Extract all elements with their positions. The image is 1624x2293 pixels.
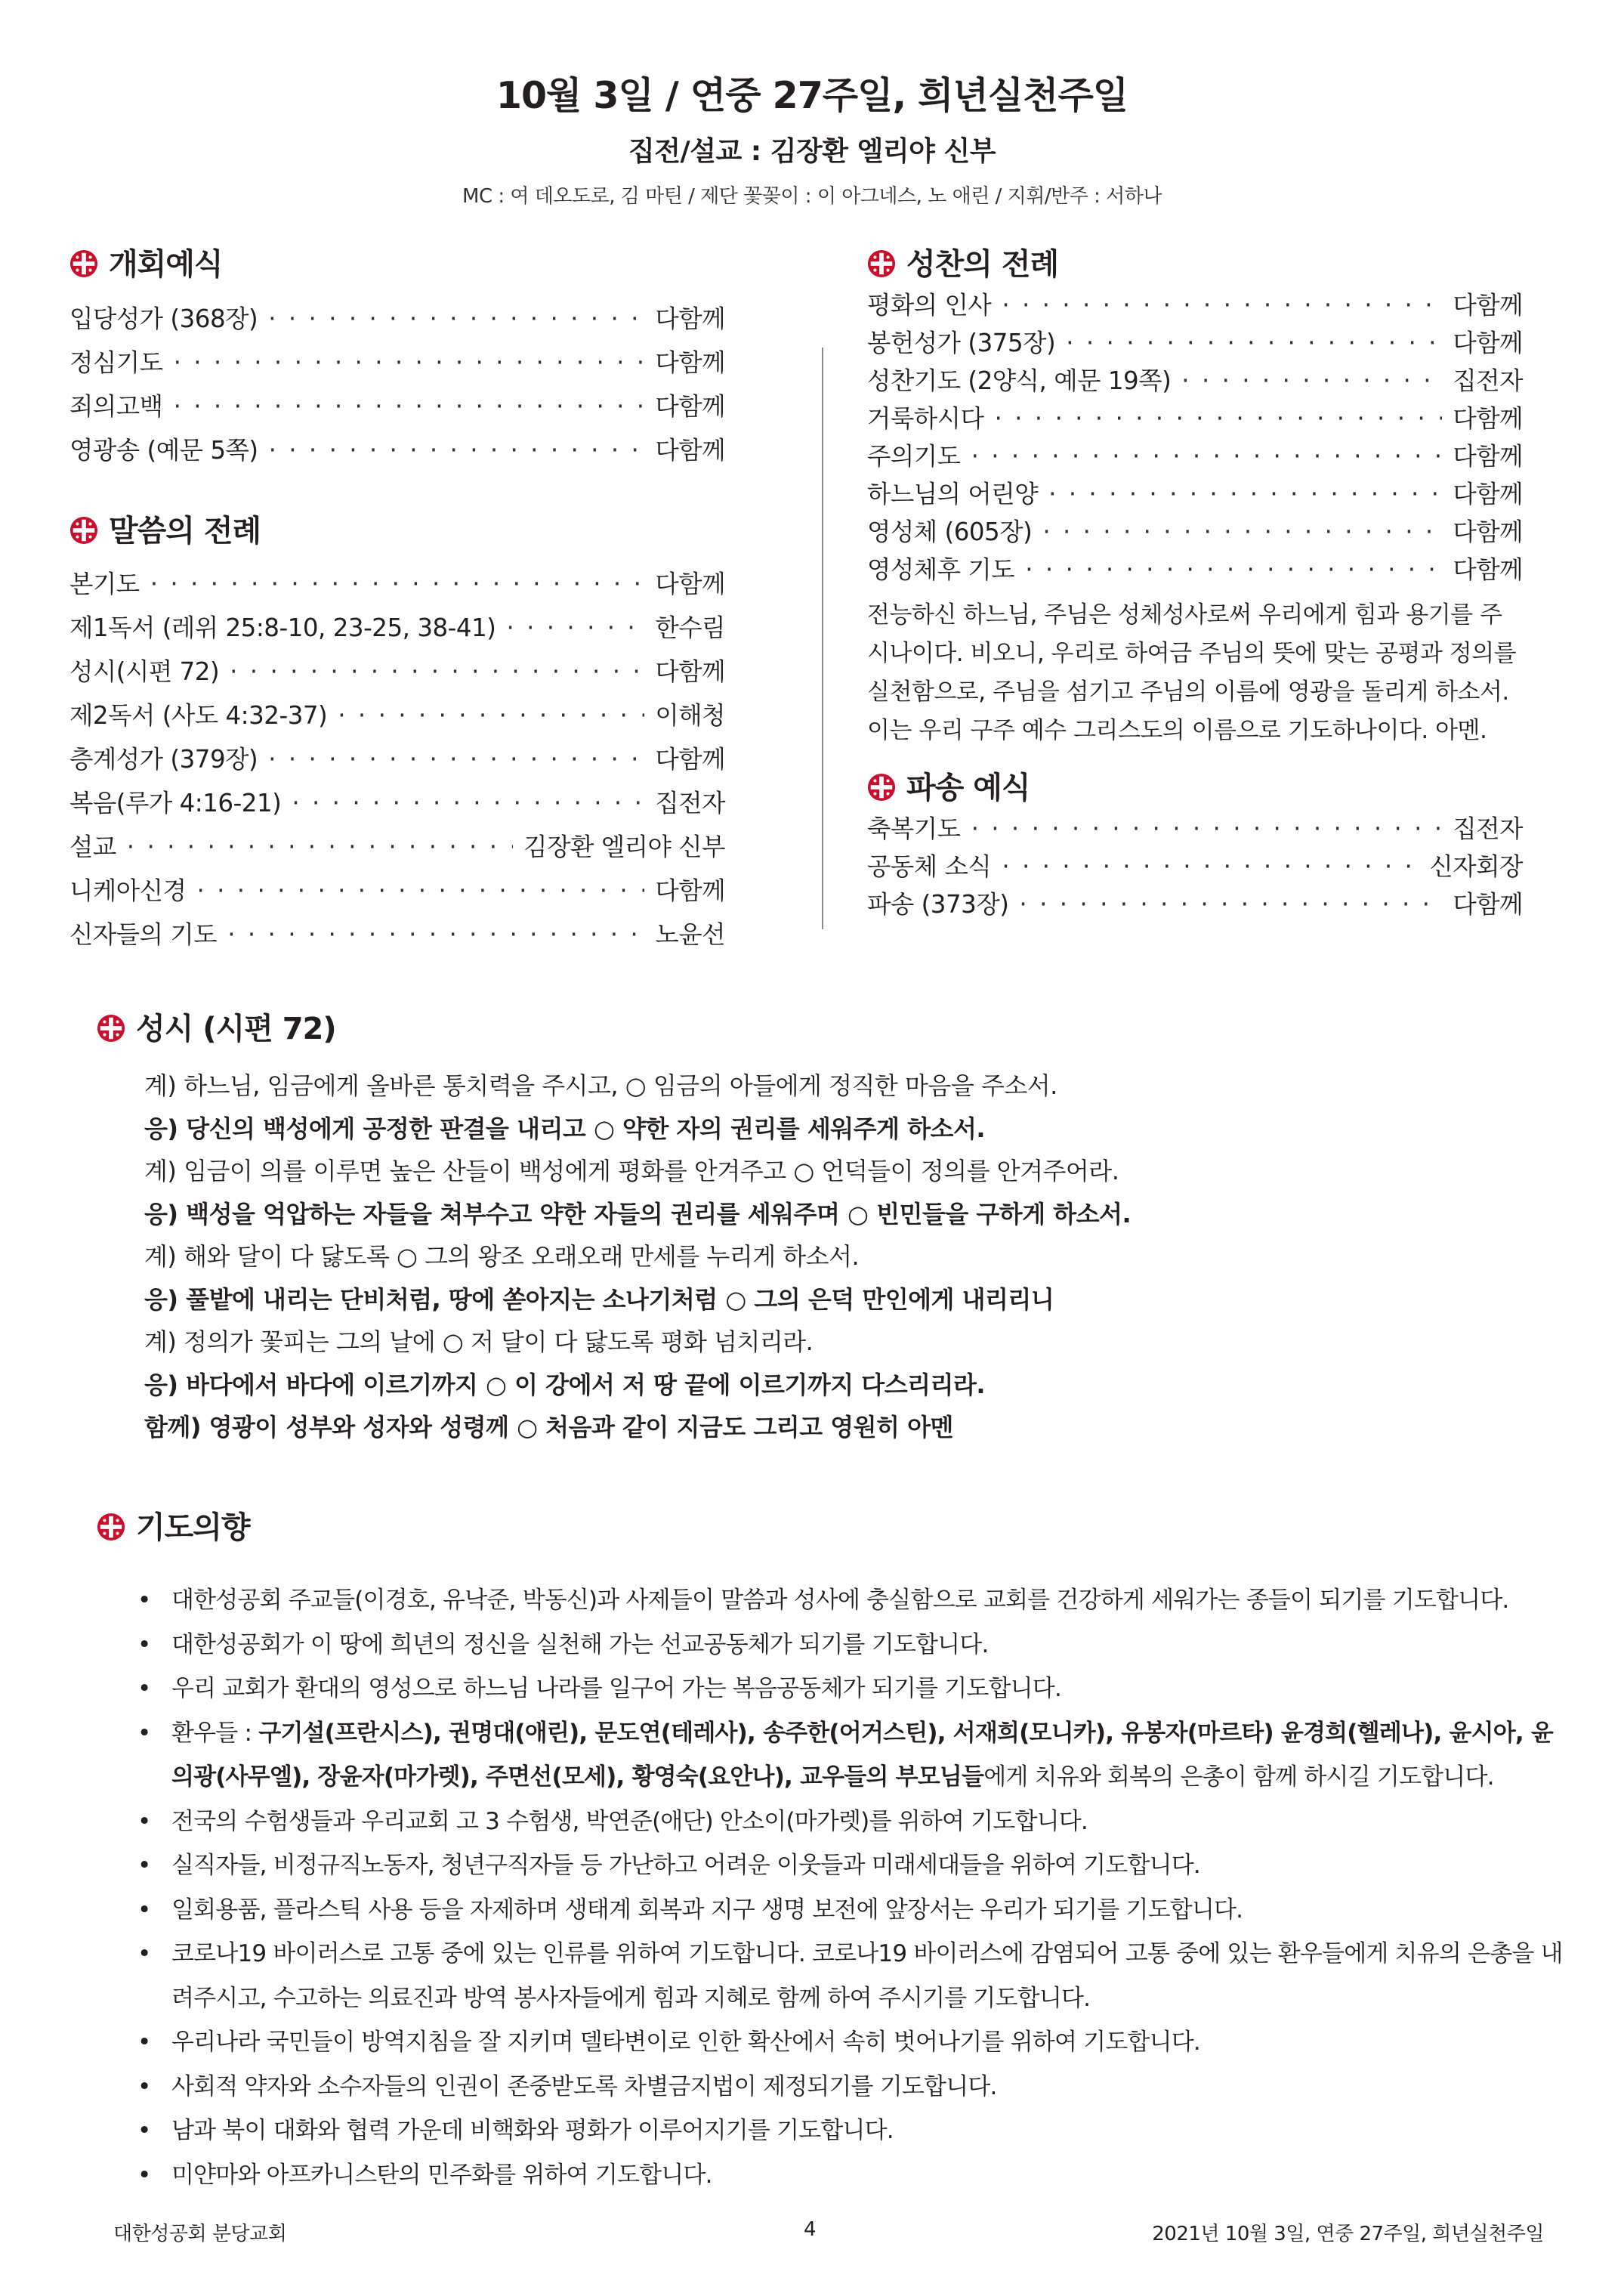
intention-text: 일회용품, 플라스틱 사용 등을 자제하며 생태계 회복과 지구 생명 보전에 앞장서는 우리가 되기를 기도합니다.	[171, 1896, 1243, 1924]
liturgy-row	[69, 784, 725, 828]
intention-text: 미얀마와 아프카니스탄의 민주화를 위하여 기도합니다.	[171, 2161, 712, 2189]
dotted-leader	[1019, 890, 1442, 919]
psalm-line: 함께) 영광이 성부와 성자와 성령께 ○ 처음과 같이 지금도 그리고 영원히 아멘	[144, 1413, 953, 1442]
liturgy-item-performer: 다함께	[655, 392, 725, 421]
liturgy-item-performer: 신자회장	[1429, 852, 1523, 881]
liturgy-row	[69, 828, 725, 872]
liturgy-item-label: 파송 (373장)	[867, 890, 1009, 919]
section-title-eucharist: 성찬의 전례	[867, 240, 1523, 283]
intention-text: 실직자들, 비정규직노동자, 청년구직자들 등 가난하고 어려운 이웃들과 미래세대들을 위하여 기도합니다.	[171, 1852, 1200, 1879]
intention-text: 에게 치유와 회복의 은총이 함께 하시길 기도합니다.	[983, 1763, 1494, 1791]
psalm-line: 계) 임금이 의를 이루면 높은 산들이 백성에게 평화를 안겨주고 ○ 언덕들이 정의를 안겨주어라.	[144, 1157, 1119, 1185]
dotted-leader	[1025, 555, 1442, 584]
intention-item	[137, 2065, 1573, 2109]
liturgy-item-label: 본기도	[69, 570, 140, 598]
bullet-icon: •	[137, 1587, 151, 1614]
liturgy-row	[69, 653, 725, 697]
footer-church-name: 대한성공회 분당교회	[113, 2223, 287, 2245]
bullet-icon: •	[137, 1852, 151, 1879]
bullet-icon: •	[137, 1630, 151, 1658]
word-items	[69, 565, 725, 960]
intention-names: 구기설(프란시스), 권명대(애린), 문도연(테레사), 송주한(어거스틴), 서재희(모니카), 유봉자(마르타) 윤경희(헬레나), 윤시아, 윤의광(사무엘), 장윤자(마가렛), 주면선(모세), 황영숙(요안나), 교우들의 부모님들	[171, 1719, 1553, 1791]
psalm-line: 계) 하느님, 임금에게 올바른 통치력을 주시고, ○ 임금의 아들에게 정직한 마음을 주소서.	[144, 1071, 1057, 1100]
bullet-icon: •	[137, 1807, 151, 1835]
liturgy-item-performer: 다함께	[1453, 890, 1523, 919]
section-title-dismissal: 파송 예식	[867, 764, 1523, 807]
dotted-leader	[174, 348, 645, 377]
liturgy-item-performer: 다함께	[655, 745, 725, 774]
liturgy-item-label: 제1독서 (레위 25:8-10, 23-25, 38-41)	[69, 613, 496, 642]
intentions-list	[137, 1578, 1577, 2197]
liturgy-item-performer: 다함께	[1453, 518, 1523, 546]
bullet-icon: •	[137, 2117, 151, 2144]
section-title-word: 말씀의 전례	[69, 507, 725, 550]
liturgy-item-label: 신자들의 기도	[69, 920, 218, 949]
dotted-leader	[230, 657, 644, 686]
cross-circle-icon	[867, 249, 896, 278]
dotted-leader	[1002, 852, 1419, 881]
bullet-icon: •	[137, 1675, 151, 1702]
liturgy-row	[867, 286, 1523, 324]
liturgy-item-label: 봉헌성가 (375장)	[867, 329, 1056, 357]
bullet-icon: •	[137, 2029, 151, 2056]
intention-item	[137, 1800, 1573, 1844]
liturgy-item-performer: 다함께	[1453, 291, 1523, 320]
intention-text: 남과 북이 대화와 협력 가운데 비핵화와 평화가 이루어지기를 기도합니다.	[171, 2117, 894, 2144]
cross-circle-icon	[97, 1014, 125, 1043]
liturgy-item-performer: 다함께	[655, 436, 725, 465]
psalm-line: 응) 당신의 백성에게 공정한 판결을 내리고 ○ 약한 자의 권리를 세워주게 하소서.	[144, 1114, 986, 1143]
dotted-leader	[150, 570, 645, 598]
liturgy-item-performer: 다함께	[1453, 404, 1523, 433]
liturgy-row	[69, 344, 725, 388]
liturgy-item-label: 제2독서 (사도 4:32-37)	[69, 701, 328, 730]
liturgy-item-performer: 다함께	[655, 657, 725, 686]
liturgy-row	[867, 437, 1523, 475]
psalm-line: 응) 풀밭에 내리는 단비처럼, 땅에 쏟아지는 소나기처럼 ○ 그의 은덕 만인에게 내리리니	[144, 1284, 1054, 1314]
liturgy-item-label: 층계성가 (379장)	[69, 745, 258, 774]
liturgy-row	[867, 551, 1523, 589]
liturgy-row	[867, 400, 1523, 437]
liturgy-row	[867, 810, 1523, 848]
liturgy-item-label: 영광송 (예문 5쪽)	[69, 436, 258, 465]
dotted-leader	[971, 442, 1443, 471]
liturgy-item-performer: 다함께	[1453, 442, 1523, 471]
bullet-icon: •	[137, 1896, 151, 1924]
liturgy-row	[69, 697, 725, 740]
liturgy-row	[69, 609, 725, 653]
dotted-leader	[1048, 480, 1442, 508]
bullet-icon: •	[137, 2072, 151, 2100]
liturgy-item-performer: 다함께	[1453, 555, 1523, 584]
intention-item	[137, 1888, 1573, 1933]
liturgy-row	[867, 513, 1523, 551]
intention-item	[137, 1667, 1573, 1711]
bullet-icon: •	[137, 1940, 151, 1967]
liturgy-row	[867, 362, 1523, 400]
bullet-icon: •	[137, 1719, 151, 1747]
liturgy-item-performer: 한수림	[655, 613, 725, 642]
dotted-leader	[971, 814, 1443, 843]
dismissal-items	[867, 810, 1523, 923]
cross-circle-icon	[69, 516, 98, 545]
dotted-leader	[196, 876, 644, 905]
liturgy-item-performer: 다함께	[655, 304, 725, 333]
intention-item	[137, 1623, 1573, 1667]
liturgy-item-label: 입당성가 (368장)	[69, 304, 258, 333]
liturgy-item-label: 복음(루가 4:16-21)	[69, 789, 282, 817]
liturgy-row	[69, 565, 725, 609]
section-title-psalm: 성시 (시편 72)	[97, 1005, 1532, 1048]
liturgy-item-performer: 다함께	[655, 876, 725, 905]
column-divider	[822, 348, 823, 929]
intention-text: 우리나라 국민들이 방역지침을 잘 지키며 델타변이로 인한 확산에서 속히 벗어나기를 위하여 기도합니다.	[171, 2029, 1200, 2056]
service-credits: MC : 여 데오도로, 김 마틴 / 제단 꽃꽂이 : 이 아그네스, 노 애린 / 지휘/반주 : 서하나	[462, 185, 1162, 208]
psalm-line: 응) 백성을 억압하는 자들을 쳐부수고 약한 자들의 권리를 세워주며 ○ 빈민들을 구하게 하소서.	[144, 1199, 1132, 1228]
liturgy-row	[69, 872, 725, 916]
page-subtitle: 집전/설교 : 김장환 엘리야 신부	[628, 136, 996, 167]
intention-text: 전국의 수험생들과 우리교회 고 3 수험생, 박연준(애단) 안소이(마가렛)를 위하여 기도합니다.	[171, 1807, 1088, 1835]
psalm-lines	[144, 1065, 1532, 1449]
liturgy-item-performer: 노윤선	[655, 920, 725, 949]
dotted-leader	[1181, 366, 1442, 395]
liturgy-item-label: 성시(시편 72)	[69, 657, 220, 686]
opening-items	[69, 300, 725, 475]
intentions-section	[97, 1503, 1577, 2197]
footer-page-number: 4	[804, 2218, 817, 2241]
left-column	[69, 240, 725, 960]
liturgy-item-label: 하느님의 어린양	[867, 480, 1039, 508]
liturgy-item-label: 성찬기도 (2양식, 예문 19쪽)	[867, 366, 1172, 395]
liturgy-item-label: 거룩하시다	[867, 404, 984, 433]
intention-item	[137, 1932, 1573, 2020]
dotted-leader	[127, 833, 513, 861]
intention-text: 코로나19 바이러스로 고통 중에 있는 인류를 위하여 기도합니다. 코로나19 바이러스에 감염되어 고통 중에 있는 환우들에게 치유의 은총을 내려주시고, 수고하는 의료진과 방역 봉사자들에게 힘과 지혜로 함께 하여 주시기를 기도합니다.	[171, 1940, 1563, 2012]
eucharist-items	[867, 286, 1523, 589]
intention-text: 환우들 :	[171, 1719, 259, 1747]
psalm-line: 계) 정의가 꽃피는 그의 날에 ○ 저 달이 다 닳도록 평화 넘치리라.	[144, 1327, 814, 1356]
liturgy-item-label: 영성체 (605장)	[867, 518, 1033, 546]
bullet-icon: •	[137, 2161, 151, 2189]
liturgy-item-performer: 집전자	[1453, 814, 1523, 843]
liturgy-item-label: 죄의고백	[69, 392, 163, 421]
liturgy-item-label: 정심기도	[69, 348, 163, 377]
liturgy-row	[867, 848, 1523, 885]
liturgy-item-performer: 다함께	[1453, 480, 1523, 508]
intention-item	[137, 2109, 1573, 2153]
liturgy-row	[867, 324, 1523, 362]
liturgy-row	[867, 475, 1523, 513]
liturgy-item-label: 공동체 소식	[867, 852, 992, 881]
liturgy-row	[867, 885, 1523, 923]
liturgy-item-label: 평화의 인사	[867, 291, 992, 320]
liturgy-row	[69, 740, 725, 784]
dotted-leader	[1042, 518, 1442, 546]
cross-circle-icon	[69, 249, 98, 278]
liturgy-row	[69, 388, 725, 431]
intention-text: 사회적 약자와 소수자들의 인권이 존중받도록 차별금지법이 제정되기를 기도합니다.	[171, 2072, 997, 2100]
intention-text: 대한성공회가 이 땅에 희년의 정신을 실천해 가는 선교공동체가 되기를 기도합니다.	[171, 1630, 989, 1658]
post-communion-prayer: 전능하신 하느님, 주님은 성체성사로써 우리에게 힘과 용기를 주시나이다. 비오니, 우리로 하여금 주님의 뜻에 맞는 공평과 정의를 실천함으로, 주님을 섬기고 주님의 이름에 영광을 돌리게 하소서. 이는 우리 구주 예수 그리스도의 이름으로 기도하나이다. 아멘.	[867, 601, 1517, 744]
psalm-section	[97, 1005, 1532, 1449]
psalm-line: 계) 해와 달이 다 닳도록 ○ 그의 왕조 오래오래 만세를 누리게 하소서.	[144, 1242, 860, 1271]
cross-circle-icon	[97, 1513, 125, 1541]
dotted-leader	[292, 789, 644, 817]
intention-item	[137, 1578, 1573, 1623]
dotted-leader	[269, 436, 645, 465]
liturgy-item-performer: 집전자	[655, 789, 725, 817]
dotted-leader	[1002, 291, 1442, 320]
intention-text: 우리 교회가 환대의 영성으로 하느님 나라를 일구어 가는 복음공동체가 되기를 기도합니다.	[171, 1675, 1061, 1702]
liturgy-item-performer: 이해청	[655, 701, 725, 730]
intention-item	[137, 2153, 1573, 2198]
liturgy-item-performer: 김장환 엘리야 신부	[523, 833, 725, 861]
dotted-leader	[174, 392, 645, 421]
cross-circle-icon	[867, 773, 896, 802]
dotted-leader	[268, 304, 644, 333]
liturgy-item-performer: 다함께	[655, 570, 725, 598]
right-column	[867, 240, 1523, 923]
liturgy-item-performer: 다함께	[655, 348, 725, 377]
liturgy-item-label: 영성체후 기도	[867, 555, 1015, 584]
dotted-leader	[227, 920, 644, 949]
section-title-intentions: 기도의향	[97, 1503, 1577, 1547]
liturgy-row	[69, 300, 725, 344]
dotted-leader	[268, 745, 644, 774]
liturgy-item-label: 설교	[69, 833, 116, 861]
page-title: 10월 3일 / 연중 27주일, 희년실천주일	[496, 74, 1128, 117]
psalm-line: 응) 바다에서 바다에 이르기까지 ○ 이 강에서 저 땅 끝에 이르기까지 다스리리라.	[144, 1370, 986, 1399]
page-header	[0, 66, 1624, 209]
intention-item	[137, 1711, 1573, 1800]
intention-item	[137, 2020, 1573, 2065]
liturgy-row	[69, 431, 725, 475]
section-title-opening: 개회예식	[69, 240, 725, 283]
liturgy-item-performer: 다함께	[1453, 329, 1523, 357]
liturgy-item-label: 주의기도	[867, 442, 961, 471]
footer-date: 2021년 10월 3일, 연중 27주일, 희년실천주일	[1152, 2223, 1544, 2245]
dotted-leader	[1066, 329, 1442, 357]
liturgy-item-performer: 집전자	[1453, 366, 1523, 395]
dotted-leader	[994, 404, 1442, 433]
liturgy-row	[69, 916, 725, 960]
dotted-leader	[338, 701, 644, 730]
liturgy-item-label: 니케아신경	[69, 876, 187, 905]
liturgy-item-label: 축복기도	[867, 814, 961, 843]
intention-item	[137, 1843, 1573, 1888]
dotted-leader	[506, 613, 644, 642]
intention-text: 대한성공회 주교들(이경호, 유낙준, 박동신)과 사제들이 말씀과 성사에 충실함으로 교회를 건강하게 세워가는 종들이 되기를 기도합니다.	[171, 1587, 1509, 1614]
